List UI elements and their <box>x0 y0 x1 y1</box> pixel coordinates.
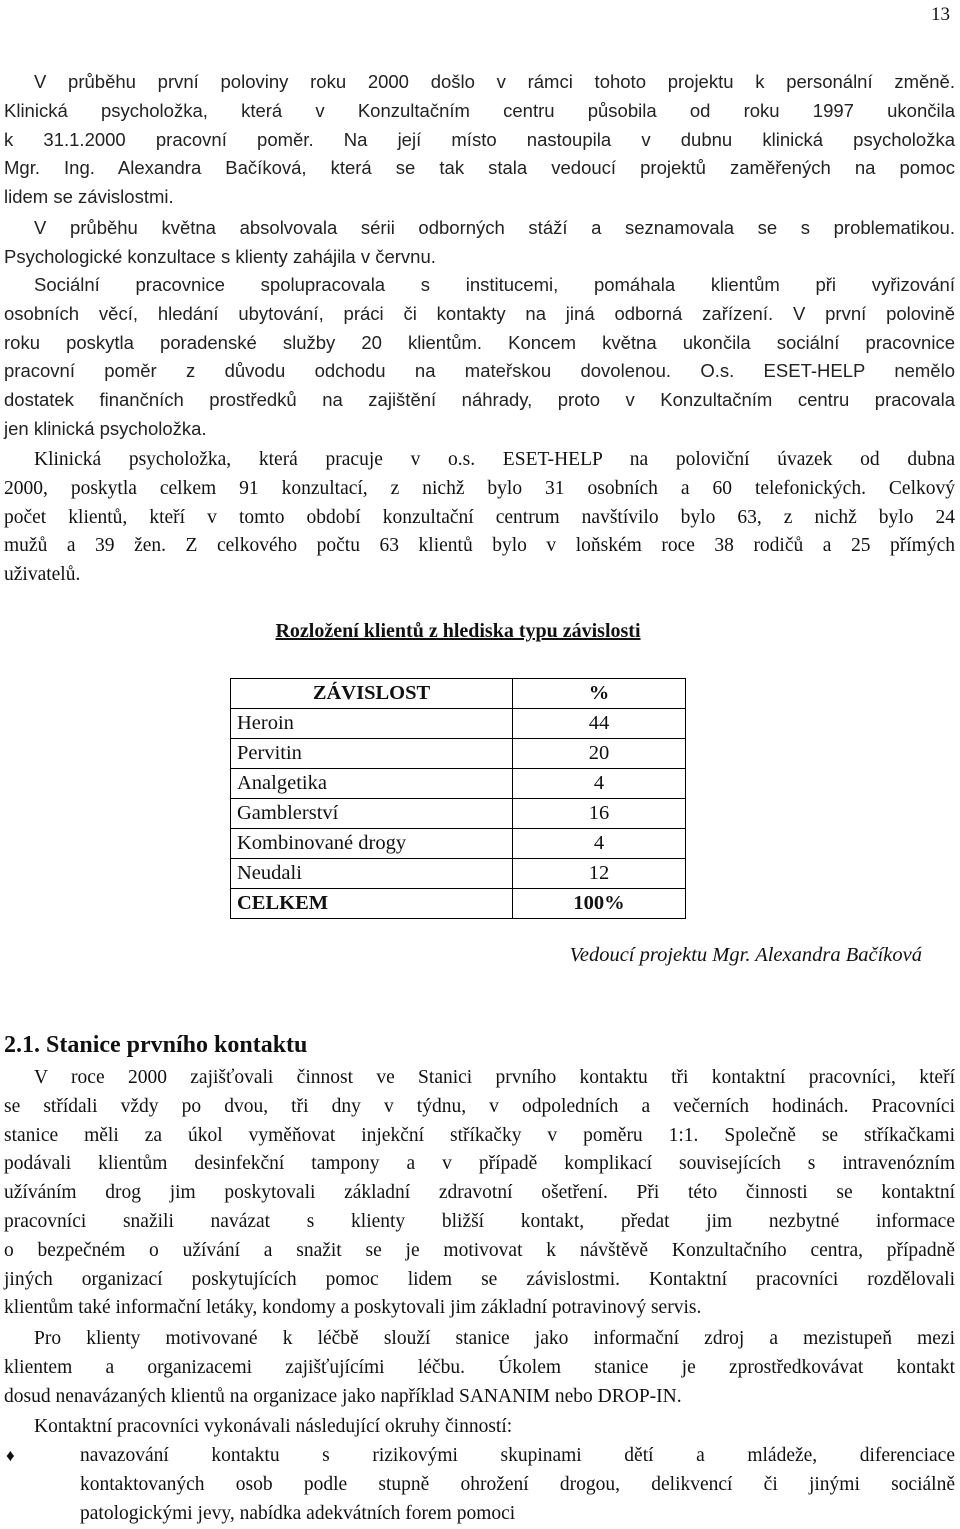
diamond-bullet-icon: ♦ <box>6 1446 15 1465</box>
total-value: 100% <box>513 889 686 919</box>
row-value: 20 <box>513 739 686 769</box>
may-paragraph <box>4 214 955 272</box>
text-line: Pro klienty motivované k léčbě slouží stanice jako informační zdroj a mezistupeň mezi <box>34 1328 955 1349</box>
text-line: jen klinická psycholožka. <box>4 417 207 439</box>
motivated-paragraph <box>4 1325 955 1411</box>
stats-paragraph <box>4 446 955 590</box>
dependency-table <box>230 678 686 919</box>
station-paragraph <box>4 1064 955 1323</box>
table-header-row <box>231 679 686 709</box>
text-line: počet klientů, kteří v tomto období konzultační centrum navštívilo bylo 63, z nichž bylo 24 <box>4 506 955 528</box>
row-label: Gamblerství <box>231 799 513 829</box>
text-line: pracovníci snažili navázat s klienty bližší kontakt, předat jim nezbytné informace <box>4 1210 955 1232</box>
row-label: Pervitin <box>231 739 513 769</box>
table-total-row <box>231 889 686 919</box>
text-line: o bezpečném o užívání a snažit se je motivovat k návštěvě Konzultačního centra, případně <box>4 1239 955 1261</box>
text-line: Kontaktní pracovníci vykonávali následující okruhy činností: <box>34 1416 513 1437</box>
header-dependency: ZÁVISLOST <box>231 679 513 709</box>
table-title: Rozložení klientů z hlediska typu závislosti <box>275 620 641 642</box>
text-line: dostatek finančních prostředků na zajištění náhrady, proto v Konzultačním centru pracovala <box>4 389 955 411</box>
page-number: 13 <box>931 4 950 25</box>
header-percent: % <box>513 679 686 709</box>
row-value: 12 <box>513 859 686 889</box>
text-line: V průběhu května absolvovala sérii odborných stáží a seznamovala se s problematikou. <box>34 217 955 238</box>
row-label: Kombinované drogy <box>231 829 513 859</box>
text-line: kontaktovaných osob podle stupně ohrožení drogou, delikvencí či jinými sociálně <box>80 1473 955 1495</box>
text-line: klientům také informační letáky, kondomy a poskytovali jim základní potravinový servis. <box>4 1297 702 1319</box>
bullet-text <box>80 1442 955 1528</box>
text-line: navazování kontaktu s rizikovými skupinami dětí a mládeže, diferenciace <box>80 1445 955 1466</box>
row-label: Analgetika <box>231 769 513 799</box>
text-line: Mgr. Ing. Alexandra Bačíková, která se tak stala vedoucí projektů zaměřených na pomoc <box>4 157 955 179</box>
row-value: 4 <box>513 829 686 859</box>
text-line: osobních věcí, hledání ubytování, práci či kontakty na jiná odborná zařízení. V první polovině <box>4 302 955 324</box>
table-row <box>231 739 686 769</box>
row-value: 4 <box>513 769 686 799</box>
total-label: CELKEM <box>231 889 513 919</box>
table-row <box>231 859 686 889</box>
text-line: Klinická psycholožka, která pracuje v o.s. ESET-HELP na poloviční úvazek od dubna <box>34 449 955 470</box>
table-row <box>231 769 686 799</box>
text-line: 2000, poskytla celkem 91 konzultací, z nichž bylo 31 osobních a 60 telefonických. Celkový <box>4 477 955 499</box>
social-paragraph <box>4 271 955 444</box>
text-line: lidem se závislostmi. <box>4 186 174 208</box>
text-line: dosud nenavázaných klientů na organizace jako například SANANIM nebo DROP-IN. <box>4 1385 682 1407</box>
text-line: pracovní poměr z důvodu odchodu na mateřskou dovolenou. O.s. ESET-HELP nemělo <box>4 360 955 382</box>
text-line: roku poskytla poradenské služby 20 klientům. Koncem května ukončila sociální pracovnice <box>4 331 955 353</box>
text-line: Sociální pracovnice spolupracovala s institucemi, pomáhala klientům při vyřizování <box>34 274 955 295</box>
row-label: Heroin <box>231 709 513 739</box>
signature: Vedoucí projektu Mgr. Alexandra Bačíková <box>569 944 922 966</box>
text-line: stanice měli za úkol vyměňovat injekční stříkačky v poměru 1:1. Společně se stříkačkami <box>4 1124 955 1146</box>
text-line: uživatelů. <box>4 564 81 586</box>
text-line: se střídali vždy po dvou, tři dny v týdnu, v odpoledních a večerních hodinách. Pracovníci <box>4 1095 955 1117</box>
table-row <box>231 799 686 829</box>
table-row <box>231 829 686 859</box>
text-line: V roce 2000 zajišťovali činnost ve Stanici prvního kontaktu tři kontaktní pracovníci, kteří <box>34 1067 955 1088</box>
text-line: podávali klientům desinfekční tampony a v případě komplikací souvisejících s intravenózním <box>4 1153 955 1175</box>
text-line: užíváním drog jim poskytovali základní zdravotní ošetření. Při této činnosti se kontaktní <box>4 1182 955 1204</box>
row-value: 16 <box>513 799 686 829</box>
text-line: V průběhu první poloviny roku 2000 došlo v rámci tohoto projektu k personální změně. <box>34 71 955 92</box>
section-heading: 2.1. Stanice prvního kontaktu <box>4 1032 308 1058</box>
row-label: Neudali <box>231 859 513 889</box>
text-line: Psychologické konzultace s klienty zahájila v červnu. <box>4 245 436 267</box>
text-line: patologickými jevy, nabídka adekvátních forem pomoci <box>80 1502 516 1524</box>
text-line: mužů a 39 žen. Z celkového počtu 63 klientů bylo v loňském roce 38 rodičů a 25 přímých <box>4 535 955 557</box>
text-line: k 31.1.2000 pracovní poměr. Na její místo nastoupila v dubnu klinická psycholožka <box>4 128 955 150</box>
row-value: 44 <box>513 709 686 739</box>
text-line: klientem a organizacemi zajišťujícími léčbu. Úkolem stanice je zprostředkovávat kontakt <box>4 1356 955 1378</box>
intro-paragraph <box>4 68 955 212</box>
activities-intro <box>4 1413 955 1442</box>
table-row <box>231 709 686 739</box>
text-line: Klinická psycholožka, která v Konzultačním centru působila od roku 1997 ukončila <box>4 99 955 121</box>
text-line: jiných organizací poskytujících pomoc lidem se závislostmi. Kontaktní pracovníci rozdělovali <box>4 1268 955 1290</box>
